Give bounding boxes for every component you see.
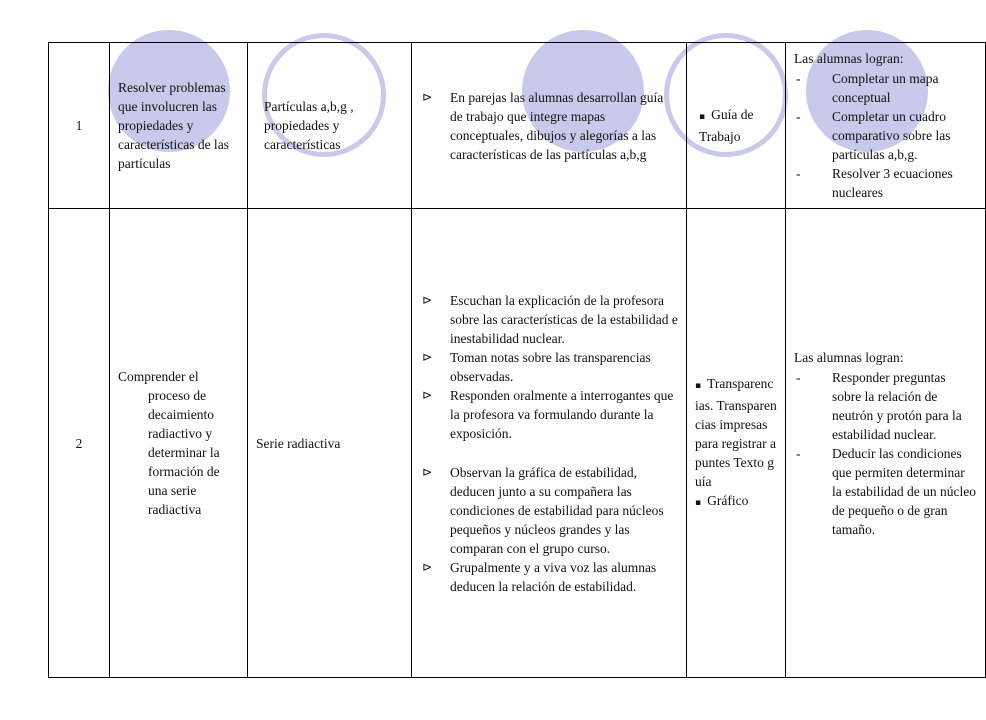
results-cell: Las alumnas logran: - Completar un mapa conceptual - Completar un cuadro comparativo sobre las partículas a,b,g. - Resolver 3 ecuaciones nucleares [786, 43, 986, 209]
square-bullet-icon: ▪ [695, 497, 702, 508]
list-item: - Resolver 3 ecuaciones nucleares [796, 166, 953, 200]
dash-bullet: - [796, 369, 801, 385]
objective-cell: Comprender el proceso de decaimiento radiactivo y determinar la formación de una serie radiactiva [110, 209, 248, 678]
list-item: - Responder preguntas sobre la relación de neutrón y protón para la estabilidad nuclear. [796, 369, 962, 442]
arrow-bullet-icon: ⊳ [422, 559, 433, 574]
list-item: ⊳ Observan la gráfica de estabilidad, deducen junto a su compañera las condiciones de estabilidad para núcleos pequeños y núcleos grandes y las comparan con el grupo curso. [422, 464, 664, 556]
table-row [49, 209, 986, 678]
row-number: 2 [49, 209, 110, 678]
objective-cell: Resolver problemas que involucren las propiedades y características de las partículas [110, 43, 248, 209]
dash-bullet: - [796, 166, 801, 181]
row-number: 1 [49, 43, 110, 209]
dash-bullet: - [796, 445, 801, 461]
list-item: ⊳ Escuchan la explicación de la profesora sobre las características de la estabilidad e inestabilidad nuclear. [422, 292, 678, 346]
activities-cell [412, 43, 687, 209]
activities-cell [412, 209, 687, 678]
list-item: ⊳ En parejas las alumnas desarrollan guía de trabajo que integre mapas conceptuales, dibujos y alegorías a las características de las partículas a,b,g [422, 89, 664, 162]
dash-bullet: - [796, 109, 801, 124]
lesson-plan-table [48, 42, 986, 678]
dash-bullet: - [796, 71, 801, 86]
arrow-bullet-icon: ⊳ [422, 464, 433, 479]
content-cell: Partículas a,b,g , propiedades y características [248, 43, 412, 209]
arrow-bullet-icon: ⊳ [422, 292, 433, 307]
content-cell: Serie radiactiva [248, 209, 412, 678]
square-bullet-icon: ▪ [699, 112, 706, 122]
list-item: ⊳ Toman notas sobre las transparencias observadas. [422, 349, 651, 384]
resources-cell: ▪ Transparencias. Transparencias impresas para registrar apuntes Texto guía ▪ Gráfico [687, 209, 786, 678]
list-item: - Completar un mapa conceptual [796, 71, 939, 105]
list-item: ⊳ Responden oralmente a interrogantes que la profesora va formulando durante la exposición. [422, 387, 674, 441]
square-bullet-icon: ▪ [695, 380, 702, 391]
arrow-bullet-icon: ⊳ [422, 89, 433, 104]
arrow-bullet-icon: ⊳ [422, 387, 433, 402]
results-cell: Las alumnas logran: - Responder preguntas sobre la relación de neutrón y protón para la estabilidad nuclear. - Deducir las condiciones que permiten determinar la estabilidad de un núcleo de pequeño o de gran tamaño. [786, 209, 986, 678]
list-item: - Completar un cuadro comparativo sobre las partículas a,b,g. [796, 109, 951, 162]
list-item: - Deducir las condiciones que permiten determinar la estabilidad de un núcleo de pequeño o de gran tamaño. [796, 445, 976, 537]
arrow-bullet-icon: ⊳ [422, 349, 433, 364]
list-item: ⊳ Grupalmente y a viva voz las alumnas deducen la relación de estabilidad. [422, 559, 657, 594]
resources-cell: ▪ Guía de Trabajo [687, 43, 786, 209]
table-row [49, 43, 986, 209]
